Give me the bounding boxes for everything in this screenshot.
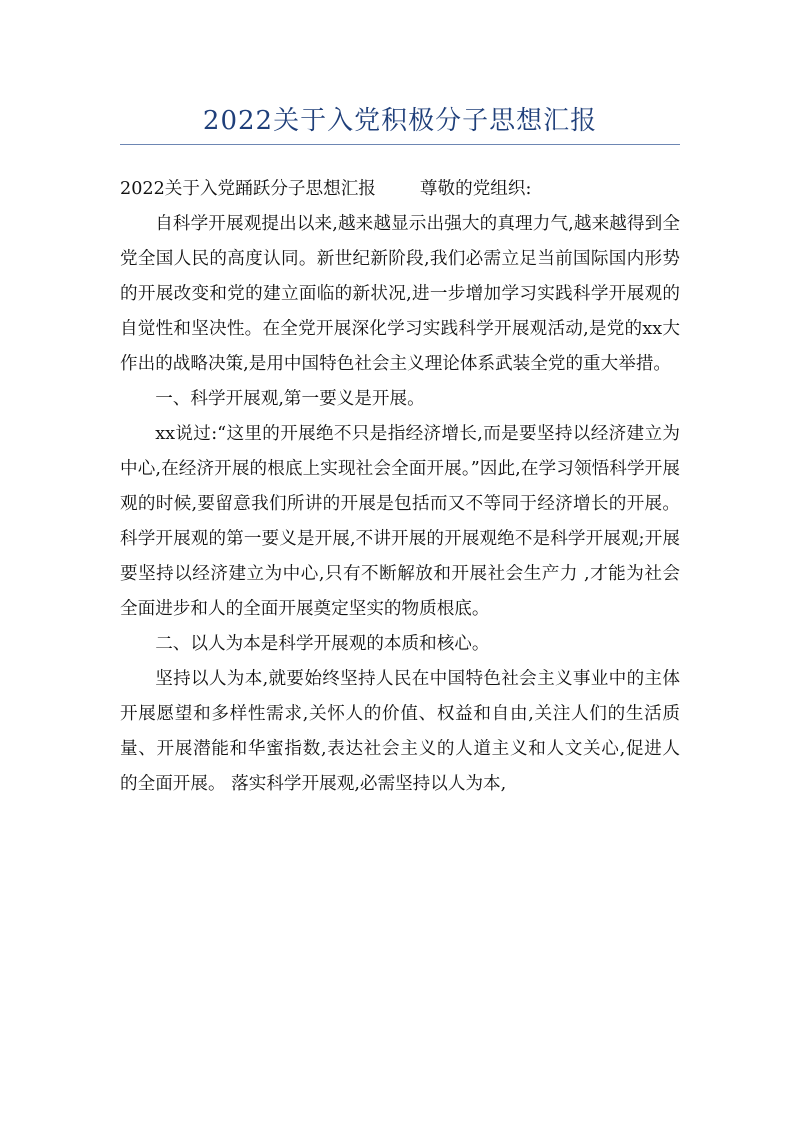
section-heading-1: 一、科学开展观,第一要义是开展。 [155, 389, 425, 409]
paragraph-section-1: xx说过:“这里的开展绝不只是指经济增长,而是要坚持以经济建立为中心,在经济开展的根底上实现社会全面开展。”因此,在学习领悟科学开展观的时候,要留意我们所讲的开展是包括而又不等同于经济增长的开展。科学开展观的第一要义是开展,不讲开展的开展观绝不是科学开展观;开展要坚持以经济建立为中心,只有不断解放和开展社会生产力 ,才能为社会全面进步和人的全面开展奠定坚实的物质根底。 [120, 424, 680, 619]
lead-text: 2022关于入党踊跃分子思想汇报 [120, 179, 376, 199]
paragraph-section-2: 坚持以人为本,就要始终坚持人民在中国特色社会主义事业中的主体开展愿望和多样性需求,关怀人的价值、权益和自由,关注人们的生活质量、开展潜能和华蜜指数,表达社会主义的人道主义和人文关心,促进人 的全面开展。 落实科学开展观,必需坚持以人为本, [120, 669, 680, 794]
document-body [120, 172, 680, 802]
document-title: 2022关于入党积极分子思想汇报 [202, 106, 598, 136]
opening-line [120, 172, 680, 207]
salutation: 尊敬的党组织: [419, 179, 532, 199]
paragraph-intro: 自科学开展观提出以来,越来越显示出强大的真理力气,越来越得到全党全国人民的高度认同。新世纪新阶段,我们必需立足当前国际国内形势的开展改变和党的建立面临的新状况,进一步增加学习实践科学开展观的自觉性和坚决性。在全党开展深化学习实践科学开展观活动,是党的xx大作出的战略决策,是用中国特色社会主义理论体系武装全党的重大举措。 [120, 214, 680, 374]
section-heading-2: 二、以人为本是科学开展观的本质和核心。 [155, 634, 490, 654]
title-underline [120, 144, 680, 145]
